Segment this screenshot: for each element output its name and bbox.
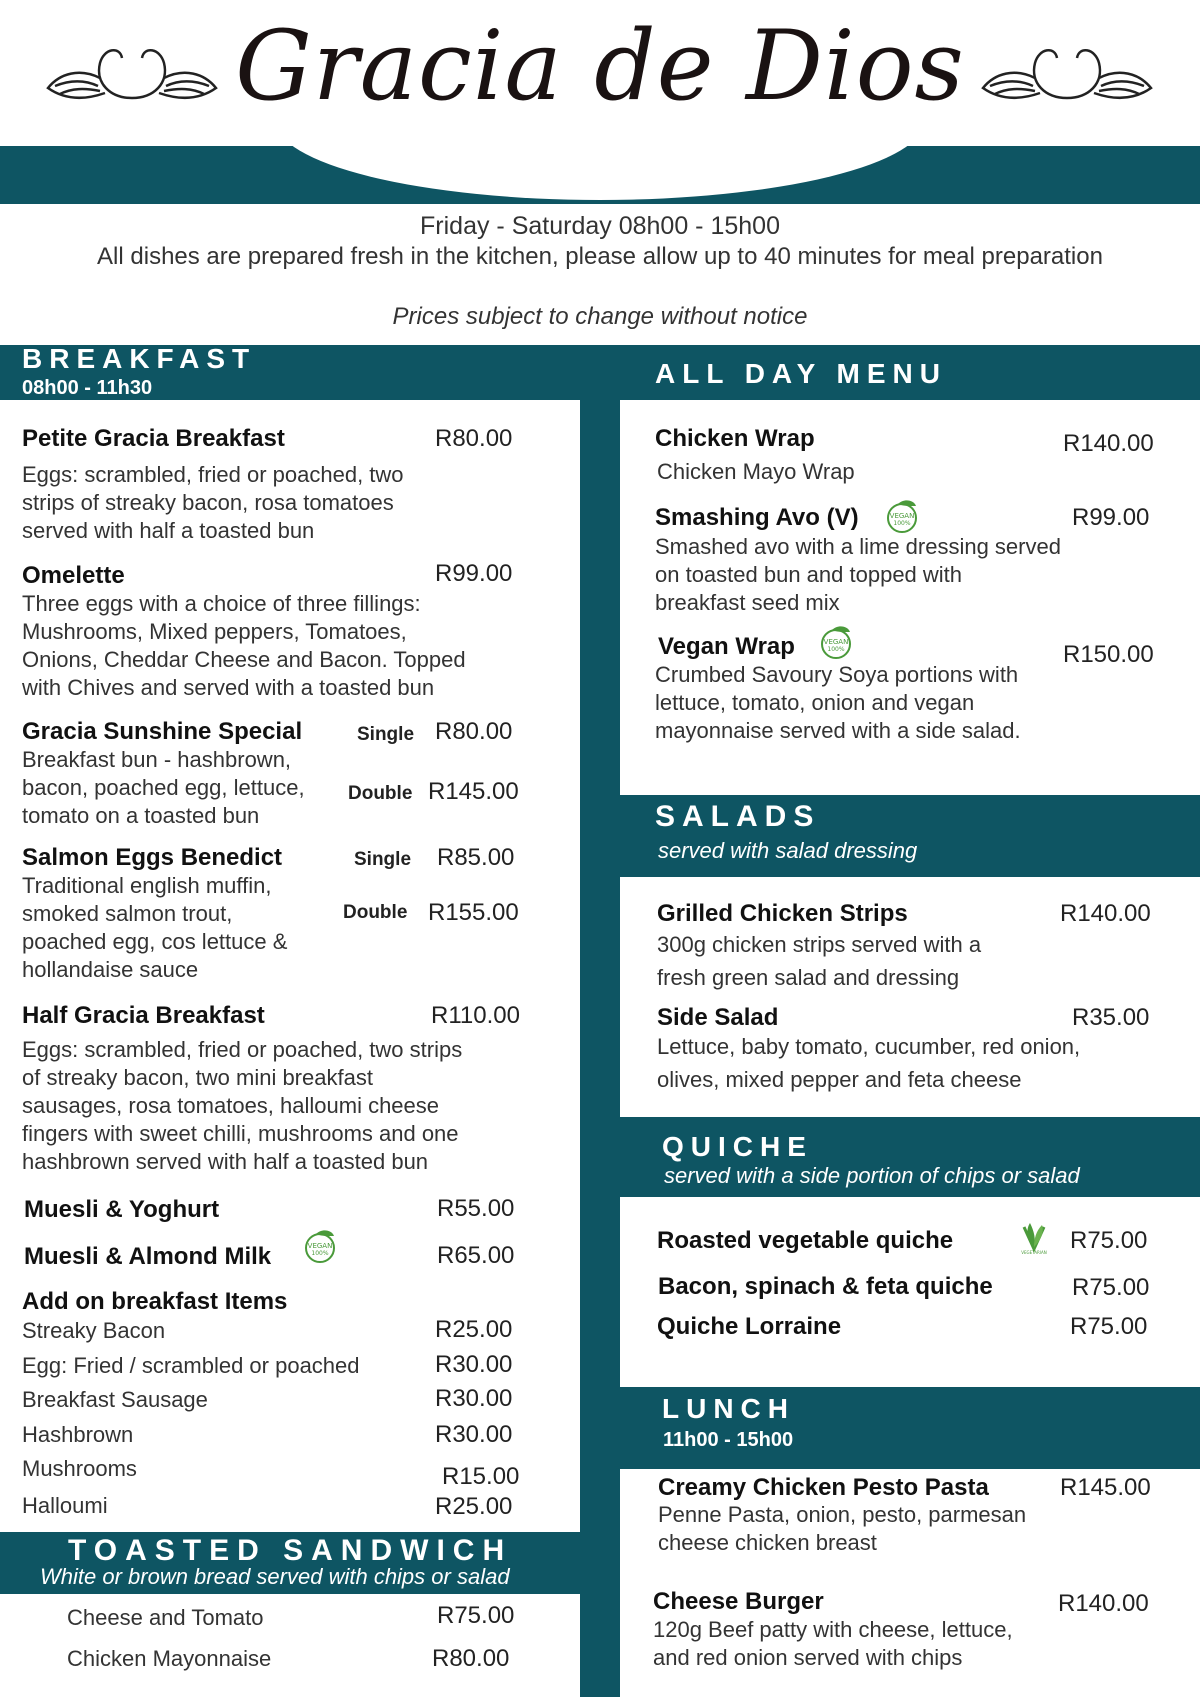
vegan-badge-icon [818,624,854,660]
svg-text:VEGAN: VEGAN [307,1242,333,1250]
menu-item-name: Roasted vegetable quiche [657,1227,954,1254]
menu-item-description: Traditional english muffin, smoked salmon trout, poached egg, cos lettuce & hollandaise sauce [22,873,288,982]
addon-name: Halloumi [22,1493,108,1518]
svg-text:100%: 100% [827,646,845,653]
menu-item-name: Chicken Wrap [655,425,815,452]
breakfast-title: BREAKFAST [22,343,257,374]
menu-item-description: 300g chicken strips served with a fresh green salad and dressing [657,932,982,990]
addon-name: Egg: Fried / scrambled or poached [22,1353,360,1378]
addon-name: Hashbrown [22,1422,134,1447]
addons-title: Add on breakfast Items [22,1288,288,1315]
vegetarian-badge-icon [1016,1219,1052,1255]
addon-name: Streaky Bacon [22,1318,166,1343]
menu-item-description: Chicken Mayo Wrap [657,459,855,484]
menu-item-description: Three eggs with a choice of three fillings: Mushrooms, Mixed peppers, Tomatoes, Onions, Cheddar Cheese and Bacon. Topped with Chives and served with a toasted bun [22,591,466,700]
all-day-title: ALL DAY MENU [655,358,947,389]
menu-item-description: 120g Beef patty with cheese, lettuce, and red onion served with chips [653,1617,1013,1670]
size-label-double: Double [343,902,408,923]
menu-item-description: Eggs: scrambled, fried or poached, two strips of streaky bacon, rosa tomatoes served with half a toasted bun [22,462,404,543]
menu-item-price: R155.00 [428,899,519,926]
menu-item-price: R140.00 [1060,900,1151,927]
addon-price: R25.00 [435,1493,513,1520]
vegan-badge-icon [884,498,920,534]
menu-item-price: R35.00 [1072,1004,1150,1031]
menu-item-name: Muesli & Almond Milk [24,1243,272,1270]
menu-item-name: Cheese Burger [653,1588,824,1615]
menu-item-name: Quiche Lorraine [657,1313,842,1340]
breakfast-time: 08h00 - 11h30 [22,377,153,399]
menu-item-price: R110.00 [431,1002,520,1029]
menu-item-name: Salmon Eggs Benedict [22,844,283,871]
size-label-double: Double [348,783,413,804]
svg-text:100%: 100% [311,1250,329,1257]
operating-hours-label: OPERATING HOURS [422,160,778,187]
quiche-subtitle: served with a side portion of chips or salad [664,1163,1080,1188]
vegan-badge-icon [302,1228,338,1264]
menu-item-name: Omelette [22,562,125,589]
addon-price: R30.00 [435,1351,513,1378]
sandwich-price: R75.00 [437,1602,515,1629]
menu-item-price: R145.00 [428,778,519,805]
menu-item-description: Lettuce, baby tomato, cucumber, red onion, olives, mixed pepper and feta cheese [657,1034,1081,1092]
addon-price: R30.00 [435,1385,513,1412]
prices-note: Prices subject to change without notice [392,303,808,330]
addon-name: Breakfast Sausage [22,1387,208,1412]
toasted-sandwich-subtitle: White or brown bread served with chips or salad [40,1564,510,1589]
svg-text:VEGAN: VEGAN [889,512,915,520]
toasted-sandwich-title: TOASTED SANDWICH [68,1534,513,1567]
menu-item-price: R140.00 [1058,1590,1149,1617]
menu-item-name: Gracia Sunshine Special [22,718,303,745]
size-label-single: Single [354,849,412,870]
lunch-time: 11h00 - 15h00 [663,1429,794,1451]
sandwich-name: Chicken Mayonnaise [67,1646,272,1671]
menu-item-price: R75.00 [1072,1274,1150,1301]
addon-price: R30.00 [435,1421,513,1448]
svg-text:VEGAN: VEGAN [823,638,849,646]
lunch-title: LUNCH [662,1393,795,1424]
addon-price: R15.00 [442,1463,520,1490]
column-divider [580,400,620,1697]
menu-item-price: R99.00 [435,560,513,587]
svg-text:VEGETARIAN: VEGETARIAN [1021,1250,1047,1255]
addon-price: R25.00 [435,1316,513,1343]
menu-item-price: R75.00 [1070,1227,1148,1254]
menu-item-name: Petite Gracia Breakfast [22,425,285,452]
menu-item-price: R145.00 [1060,1474,1151,1501]
menu-item-price: R80.00 [435,425,513,452]
menu-item-name: Smashing Avo (V) [655,504,859,531]
menu-item-price: R140.00 [1063,430,1154,457]
salads-subtitle: served with salad dressing [658,838,918,863]
preparation-note: All dishes are prepared fresh in the kitchen, please allow up to 40 minutes for meal preparation [97,243,1103,270]
svg-text:100%: 100% [893,520,911,527]
sandwich-price: R80.00 [432,1645,510,1672]
size-label-single: Single [357,724,415,745]
menu-item-name: Creamy Chicken Pesto Pasta [658,1474,989,1501]
operating-hours-text: Friday - Saturday 08h00 - 15h00 [420,212,780,240]
menu-item-name: Half Gracia Breakfast [22,1002,265,1029]
menu-item-price: R99.00 [1072,504,1150,531]
quiche-title: QUICHE [662,1131,813,1162]
menu-item-name: Bacon, spinach & feta quiche [658,1273,993,1300]
menu-item-price: R65.00 [437,1242,515,1269]
menu-item-description: Eggs: scrambled, fried or poached, two strips of streaky bacon, two mini breakfast sausages, rosa tomatoes, halloumi cheese fingers with sweet chilli, mushrooms and one hashbrown served with half a toasted bun [22,1037,463,1174]
menu-item-price: R80.00 [435,718,513,745]
menu-item-name: Grilled Chicken Strips [657,900,908,927]
menu-item-description: Penne Pasta, onion, pesto, parmesan cheese chicken breast [658,1502,1027,1555]
sandwich-name: Cheese and Tomato [67,1605,264,1630]
menu-item-name: Muesli & Yoghurt [24,1196,220,1223]
salads-title: SALADS [655,800,821,833]
menu-item-name: Side Salad [657,1004,779,1031]
menu-item-name: Vegan Wrap [658,633,795,660]
restaurant-title: Gracia de Dios [235,10,965,122]
menu-item-price: R55.00 [437,1195,515,1222]
menu-item-description: Breakfast bun - hashbrown, bacon, poached egg, lettuce, tomato on a toasted bun [22,747,305,828]
menu-item-description: Crumbed Savoury Soya portions with lettuce, tomato, onion and vegan mayonnaise served with a side salad. [655,662,1021,743]
menu-item-description: Smashed avo with a lime dressing served on toasted bun and topped with breakfast seed mix [655,534,1061,615]
menu-item-price: R85.00 [437,844,515,871]
menu-item-price: R75.00 [1070,1313,1148,1340]
menu-item-price: R150.00 [1063,641,1154,668]
addon-name: Mushrooms [22,1456,137,1481]
